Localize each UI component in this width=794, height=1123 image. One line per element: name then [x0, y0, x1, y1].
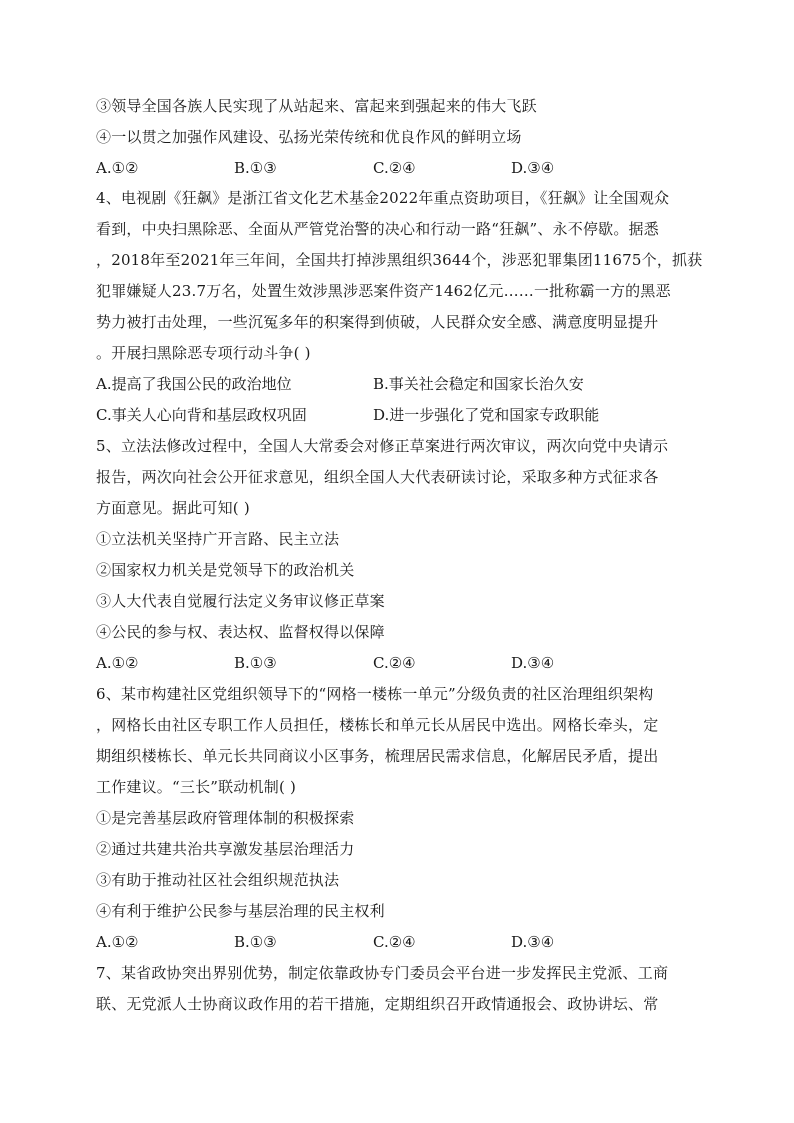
q5-option-c: C.②④	[373, 654, 416, 672]
q4-stem-line-1: 4、电视剧《狂飙》是浙江省文化艺术基金2022年重点资助项目，《狂飙》让全国观众	[96, 189, 670, 207]
q4-option-a: A.提高了我国公民的政治地位	[96, 375, 292, 393]
q6-stem-line-3: 期组织楼栋长、单元长共同商议小区事务，梳理居民需求信息，化解居民矛盾，提出	[96, 747, 659, 765]
q7-stem-line-1: 7、某省政协突出界别优势，制定依靠政协专门委员会平台进一步发挥民主党派、工商	[96, 964, 669, 982]
q6-option-a: A.①②	[96, 933, 139, 951]
q4-option-c: C.事关人心向背和基层政权巩固	[96, 406, 307, 424]
q4-option-b: B.事关社会稳定和国家长治久安	[373, 375, 584, 393]
q4-stem-line-6: 。开展扫黑除恶专项行动斗争( )	[96, 344, 311, 362]
q4-options-row-2	[96, 405, 716, 425]
q5-option-a: A.①②	[96, 654, 139, 672]
q5-stem-line-2: 报告，两次向社会公开征求意见，组织全国人大代表研读讨论，采取多种方式征求各	[96, 468, 659, 486]
q5-item-3: ③人大代表自觉履行法定义务审议修正草案	[96, 592, 385, 610]
q4-option-d: D.进一步强化了党和国家专政职能	[373, 406, 600, 424]
q3-item-3: ③领导全国各族人民实现了从站起来、富起来到强起来的伟大飞跃	[96, 97, 537, 115]
q5-option-b: B.①③	[234, 654, 277, 672]
q3-option-c: C.②④	[373, 159, 416, 177]
q7-stem-line-2: 联、无党派人士协商议政作用的若干措施，定期组织召开政情通报会、政协讲坛、常	[96, 995, 659, 1013]
q6-item-2: ②通过共建共治共享激发基层治理活力	[96, 840, 355, 858]
q4-stem-line-2: 看到，中央扫黑除恶、全面从严管党治警的决心和行动一路“狂飙”、永不停歇。据悉	[96, 220, 659, 238]
q6-option-d: D.③④	[511, 933, 555, 951]
q6-option-c: C.②④	[373, 933, 416, 951]
q4-stem-line-4: 犯罪嫌疑人23.7万名，处置生效涉黑涉恶案件资产1462亿元……一批称霸一方的黑恶	[96, 282, 671, 300]
q5-stem-line-3: 方面意见。据此可知( )	[96, 499, 250, 517]
q6-option-b: B.①③	[234, 933, 277, 951]
q6-item-1: ①是完善基层政府管理体制的积极探索	[96, 809, 355, 827]
q6-item-3: ③有助于推动社区社会组织规范执法	[96, 871, 340, 889]
q3-item-4: ④一以贯之加强作风建设、弘扬光荣传统和优良作风的鲜明立场	[96, 128, 522, 146]
q4-stem-line-5: 势力被打击处理，一些沉冤多年的积案得到侦破，人民群众安全感、满意度明显提升	[96, 313, 659, 331]
q3-option-a: A.①②	[96, 159, 139, 177]
q6-stem-line-1: 6、某市构建社区党组织领导下的“网格一楼栋一单元”分级负责的社区治理组织架构	[96, 685, 654, 703]
q6-item-4: ④有利于维护公民参与基层治理的民主权利	[96, 902, 385, 920]
q6-stem-line-2: ，网格长由社区专职工作人员担任，楼栋长和单元长从居民中选出。网格长牵头，定	[96, 716, 659, 734]
q3-option-d: D.③④	[511, 159, 555, 177]
q5-item-1: ①立法机关坚持广开言路、民主立法	[96, 530, 340, 548]
q6-options	[96, 932, 716, 952]
q3-options	[96, 158, 716, 178]
q4-options-row-1	[96, 374, 716, 394]
q3-option-b: B.①③	[234, 159, 277, 177]
q5-item-2: ②国家权力机关是党领导下的政治机关	[96, 561, 355, 579]
q5-options	[96, 653, 716, 673]
q5-option-d: D.③④	[511, 654, 555, 672]
q5-item-4: ④公民的参与权、表达权、监督权得以保障	[96, 623, 385, 641]
q5-stem-line-1: 5、立法法修改过程中，全国人大常委会对修正草案进行两次审议，两次向党中央请示	[96, 437, 669, 455]
q4-stem-line-3: ，2018年至2021年三年间，全国共打掉涉黑组织3644个，涉恶犯罪集团11675个，抓获	[96, 251, 703, 269]
q6-stem-line-4: 工作建议。“三长”联动机制( )	[96, 778, 297, 796]
